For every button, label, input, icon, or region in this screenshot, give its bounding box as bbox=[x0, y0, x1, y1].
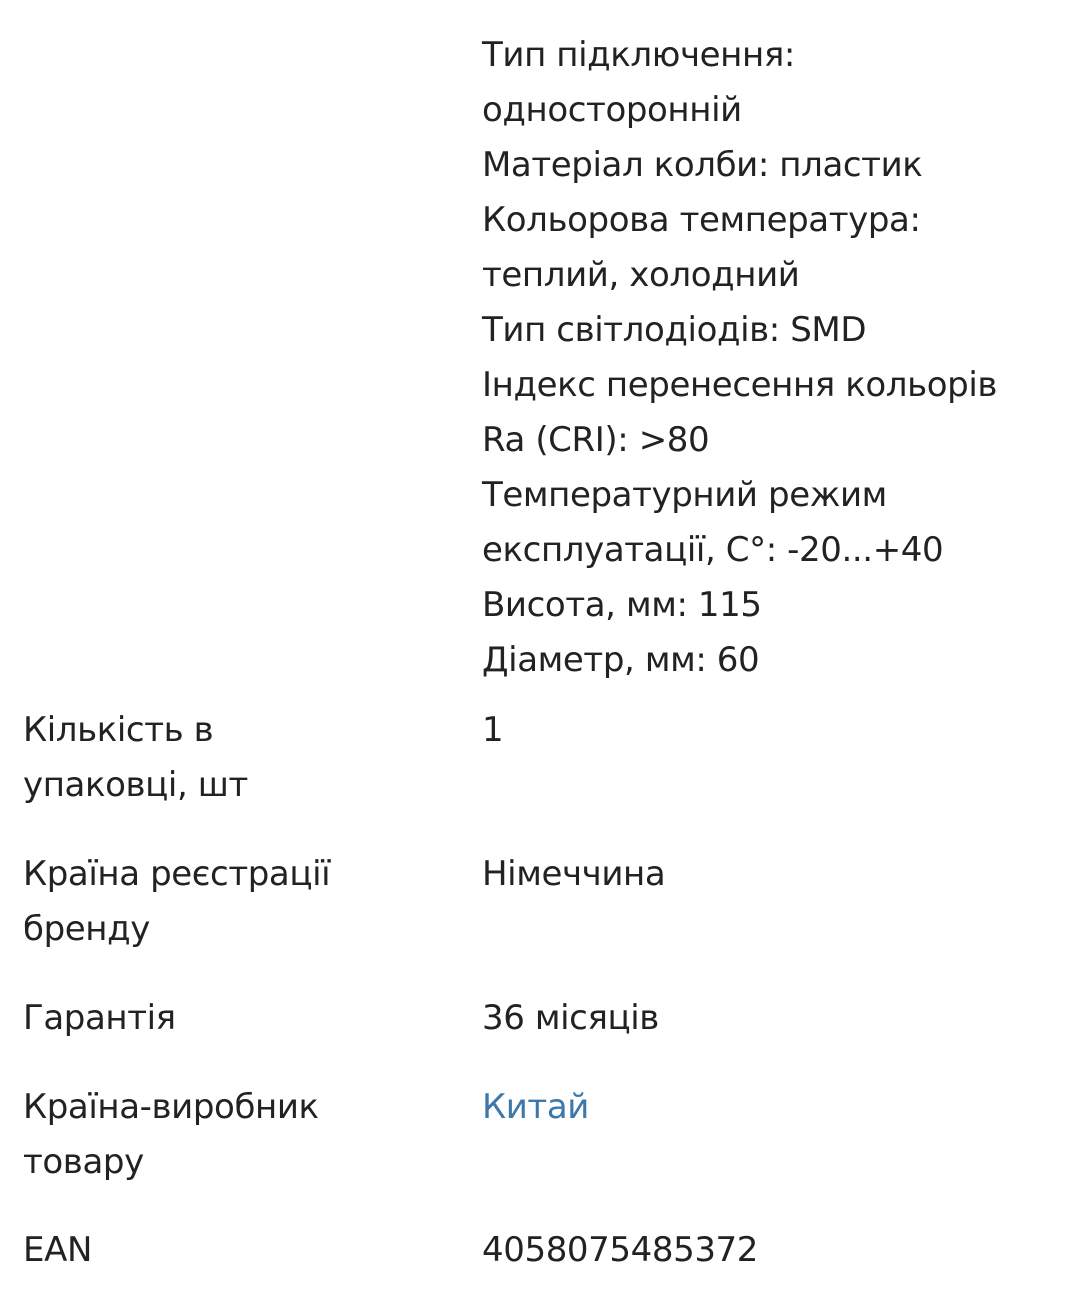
spec-label-origin-country-line1: Країна-виробник bbox=[23, 1087, 319, 1127]
description-line-operating-temp-label: Температурний режим bbox=[482, 475, 887, 515]
description-line-cri-label: Індекс перенесення кольорів bbox=[482, 365, 998, 405]
description-line-diameter: Діаметр, мм: 60 bbox=[482, 640, 760, 680]
spec-label-brand-country-line2: бренду bbox=[23, 909, 150, 949]
description-line-led-type: Тип світлодіодів: SMD bbox=[482, 310, 867, 350]
spec-label-quantity-line2: упаковці, шт bbox=[23, 765, 248, 805]
description-line-color-temperature-value: теплий, холодний bbox=[482, 255, 800, 295]
spec-label-ean: EAN bbox=[23, 1230, 92, 1270]
spec-label-warranty: Гарантія bbox=[23, 998, 176, 1038]
description-line-color-temperature: Кольорова температура: bbox=[482, 200, 921, 240]
description-line-cri-value: Ra (CRI): >80 bbox=[482, 420, 710, 460]
spec-value-quantity: 1 bbox=[482, 710, 504, 750]
spec-label-brand-country-line1: Країна реєстрації bbox=[23, 854, 331, 894]
description-line-operating-temp-value: експлуатації, С°: -20...+40 bbox=[482, 530, 944, 570]
description-value bbox=[482, 0, 1062, 688]
spec-label-quantity-line1: Кількість в bbox=[23, 710, 214, 750]
description-line-connection-type-value: односторонній bbox=[482, 90, 742, 130]
description-line-cut bbox=[482, 0, 1062, 28]
spec-label-origin-country-line2: товару bbox=[23, 1142, 144, 1182]
spec-value-warranty: 36 місяців bbox=[482, 998, 659, 1038]
spec-value-brand-country: Німеччина bbox=[482, 854, 666, 894]
spec-label-quantity bbox=[23, 703, 423, 813]
description-line-height: Висота, мм: 115 bbox=[482, 585, 762, 625]
description-line-bulb-material: Матеріал колби: пластик bbox=[482, 145, 923, 185]
origin-country-link[interactable]: Китай bbox=[482, 1087, 589, 1127]
spec-value-ean: 4058075485372 bbox=[482, 1230, 759, 1270]
spec-label-brand-country bbox=[23, 847, 423, 957]
spec-label-origin-country bbox=[23, 1080, 423, 1190]
description-line-connection-type: Тип підключення: bbox=[482, 35, 795, 75]
